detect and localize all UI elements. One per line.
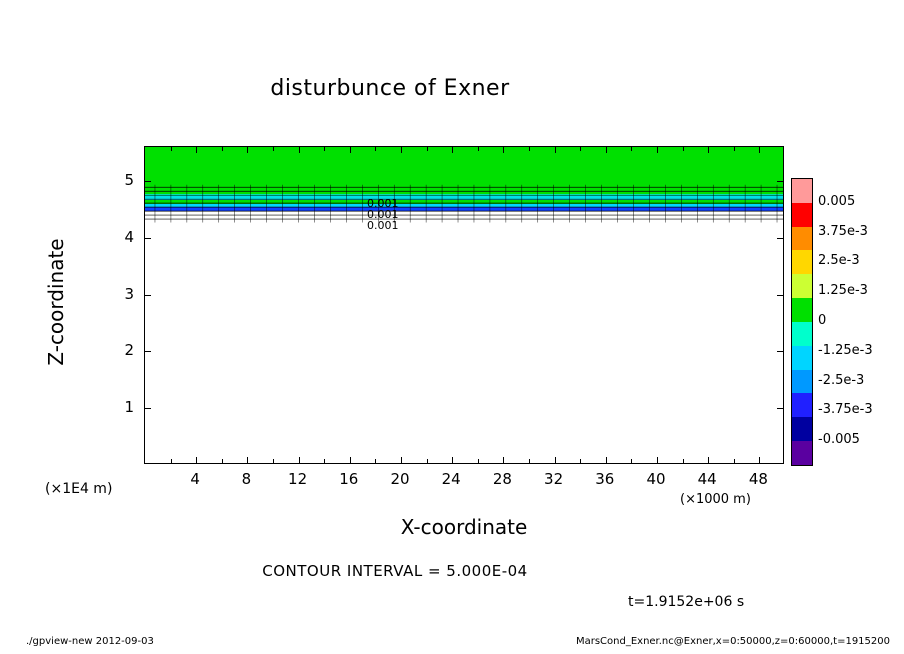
x-tick — [606, 457, 607, 463]
colorbar-cell — [792, 322, 812, 346]
x-tick — [606, 147, 607, 153]
x-tick — [555, 457, 556, 463]
colorbar-tick-label: -1.25e-3 — [818, 342, 873, 358]
contour-label-2: 0.001 — [367, 208, 399, 221]
y-tick — [777, 408, 783, 409]
colorbar-tick-label: -2.5e-3 — [818, 372, 865, 388]
y-tick-label: 2 — [124, 341, 134, 360]
x-axis-title: X-coordinate — [400, 515, 528, 539]
y-tick — [145, 181, 151, 182]
x-tick-minor — [375, 459, 376, 463]
y-tick — [145, 238, 151, 239]
x-tick-minor — [273, 459, 274, 463]
x-tick — [401, 457, 402, 463]
plot-area — [144, 146, 784, 464]
data-band — [145, 211, 783, 464]
y-axis-title: Z-coordinate — [44, 238, 68, 366]
y-tick-label: 1 — [124, 398, 134, 417]
x-tick — [503, 147, 504, 153]
colorbar-cell — [792, 227, 812, 251]
colorbar-tick-label: -3.75e-3 — [818, 402, 873, 418]
y-tick — [777, 295, 783, 296]
x-tick — [759, 147, 760, 153]
x-tick-minor — [427, 459, 428, 463]
colorbar-cell — [792, 203, 812, 227]
x-tick — [299, 147, 300, 153]
x-tick — [350, 147, 351, 153]
colorbar-cell — [792, 417, 812, 441]
x-tick-minor — [580, 147, 581, 151]
x-tick-label: 32 — [544, 470, 564, 488]
x-tick — [759, 457, 760, 463]
x-tick — [196, 147, 197, 153]
x-tick-label: 40 — [646, 470, 666, 488]
x-tick — [350, 457, 351, 463]
x-tick-minor — [427, 147, 428, 151]
colorbar-tick-label: 0 — [818, 313, 827, 328]
x-tick-label: 12 — [288, 470, 308, 488]
x-tick-label: 24 — [441, 470, 461, 488]
x-tick-minor — [375, 147, 376, 151]
colorbar — [791, 178, 813, 466]
x-tick-minor — [631, 147, 632, 151]
x-tick-minor — [478, 147, 479, 151]
y-axis-units: (×1E4 m) — [45, 481, 113, 497]
contour-label-3: 0.001 — [367, 219, 399, 232]
x-tick — [401, 147, 402, 153]
x-tick-label: 16 — [339, 470, 359, 488]
x-tick — [299, 457, 300, 463]
x-tick-minor — [683, 459, 684, 463]
x-axis-units: (×1000 m) — [680, 492, 751, 507]
x-tick — [452, 147, 453, 153]
x-tick-minor — [683, 147, 684, 151]
y-tick-label: 4 — [124, 227, 134, 246]
contour-label-1: 0.001 — [367, 197, 399, 210]
colorbar-cell — [792, 274, 812, 298]
colorbar-tick-label: 0.005 — [818, 193, 856, 209]
x-tick — [657, 457, 658, 463]
x-tick-minor — [478, 459, 479, 463]
colorbar-cell — [792, 393, 812, 417]
x-tick-label: 4 — [190, 470, 200, 488]
x-tick — [247, 457, 248, 463]
x-tick-label: 44 — [697, 470, 717, 488]
x-tick — [708, 457, 709, 463]
footer-right: MarsCond_Exner.nc@Exner,x=0:50000,z=0:60000,t=1915200 — [575, 636, 890, 647]
data-band — [145, 147, 783, 194]
x-tick — [555, 147, 556, 153]
x-tick-minor — [324, 459, 325, 463]
x-tick-minor — [171, 147, 172, 151]
x-tick-label: 20 — [390, 470, 410, 488]
x-tick — [247, 147, 248, 153]
x-tick-minor — [529, 459, 530, 463]
colorbar-tick-label: -0.005 — [818, 432, 860, 448]
colorbar-tick-label: 1.25e-3 — [818, 283, 868, 299]
chart-title: disturbunce of Exner — [270, 76, 510, 101]
colorbar-cell — [792, 298, 812, 322]
y-tick-label: 3 — [124, 284, 134, 303]
colorbar-cell — [792, 179, 812, 203]
y-tick — [145, 351, 151, 352]
x-tick-minor — [273, 147, 274, 151]
x-tick-minor — [580, 459, 581, 463]
colorbar-cell — [792, 346, 812, 370]
x-tick-minor — [222, 459, 223, 463]
colorbar-tick-label: 2.5e-3 — [818, 253, 860, 269]
time-label: t=1.9152e+06 s — [628, 594, 745, 610]
x-tick-minor — [734, 147, 735, 151]
y-tick — [777, 238, 783, 239]
x-tick-label: 28 — [492, 470, 512, 488]
x-tick-minor — [171, 459, 172, 463]
colorbar-tick-label: 3.75e-3 — [818, 223, 868, 239]
colorbar-cell — [792, 441, 812, 465]
x-tick-label: 48 — [748, 470, 768, 488]
y-tick-label: 5 — [124, 171, 134, 190]
x-tick-minor — [529, 147, 530, 151]
contour-interval-note: CONTOUR INTERVAL = 5.000E-04 — [262, 562, 528, 580]
colorbar-cell — [792, 250, 812, 274]
x-tick — [503, 457, 504, 463]
footer-left: ./gpview-new 2012-09-03 — [26, 636, 154, 647]
x-tick-minor — [631, 459, 632, 463]
x-tick — [196, 457, 197, 463]
x-tick — [657, 147, 658, 153]
y-tick — [777, 351, 783, 352]
x-tick — [708, 147, 709, 153]
x-tick-minor — [324, 147, 325, 151]
y-tick — [145, 295, 151, 296]
x-tick-label: 36 — [595, 470, 615, 488]
x-tick-minor — [734, 459, 735, 463]
x-tick-minor — [222, 147, 223, 151]
colorbar-cell — [792, 370, 812, 394]
y-tick — [145, 408, 151, 409]
y-tick — [777, 181, 783, 182]
x-tick-label: 8 — [241, 470, 252, 488]
x-tick — [452, 457, 453, 463]
